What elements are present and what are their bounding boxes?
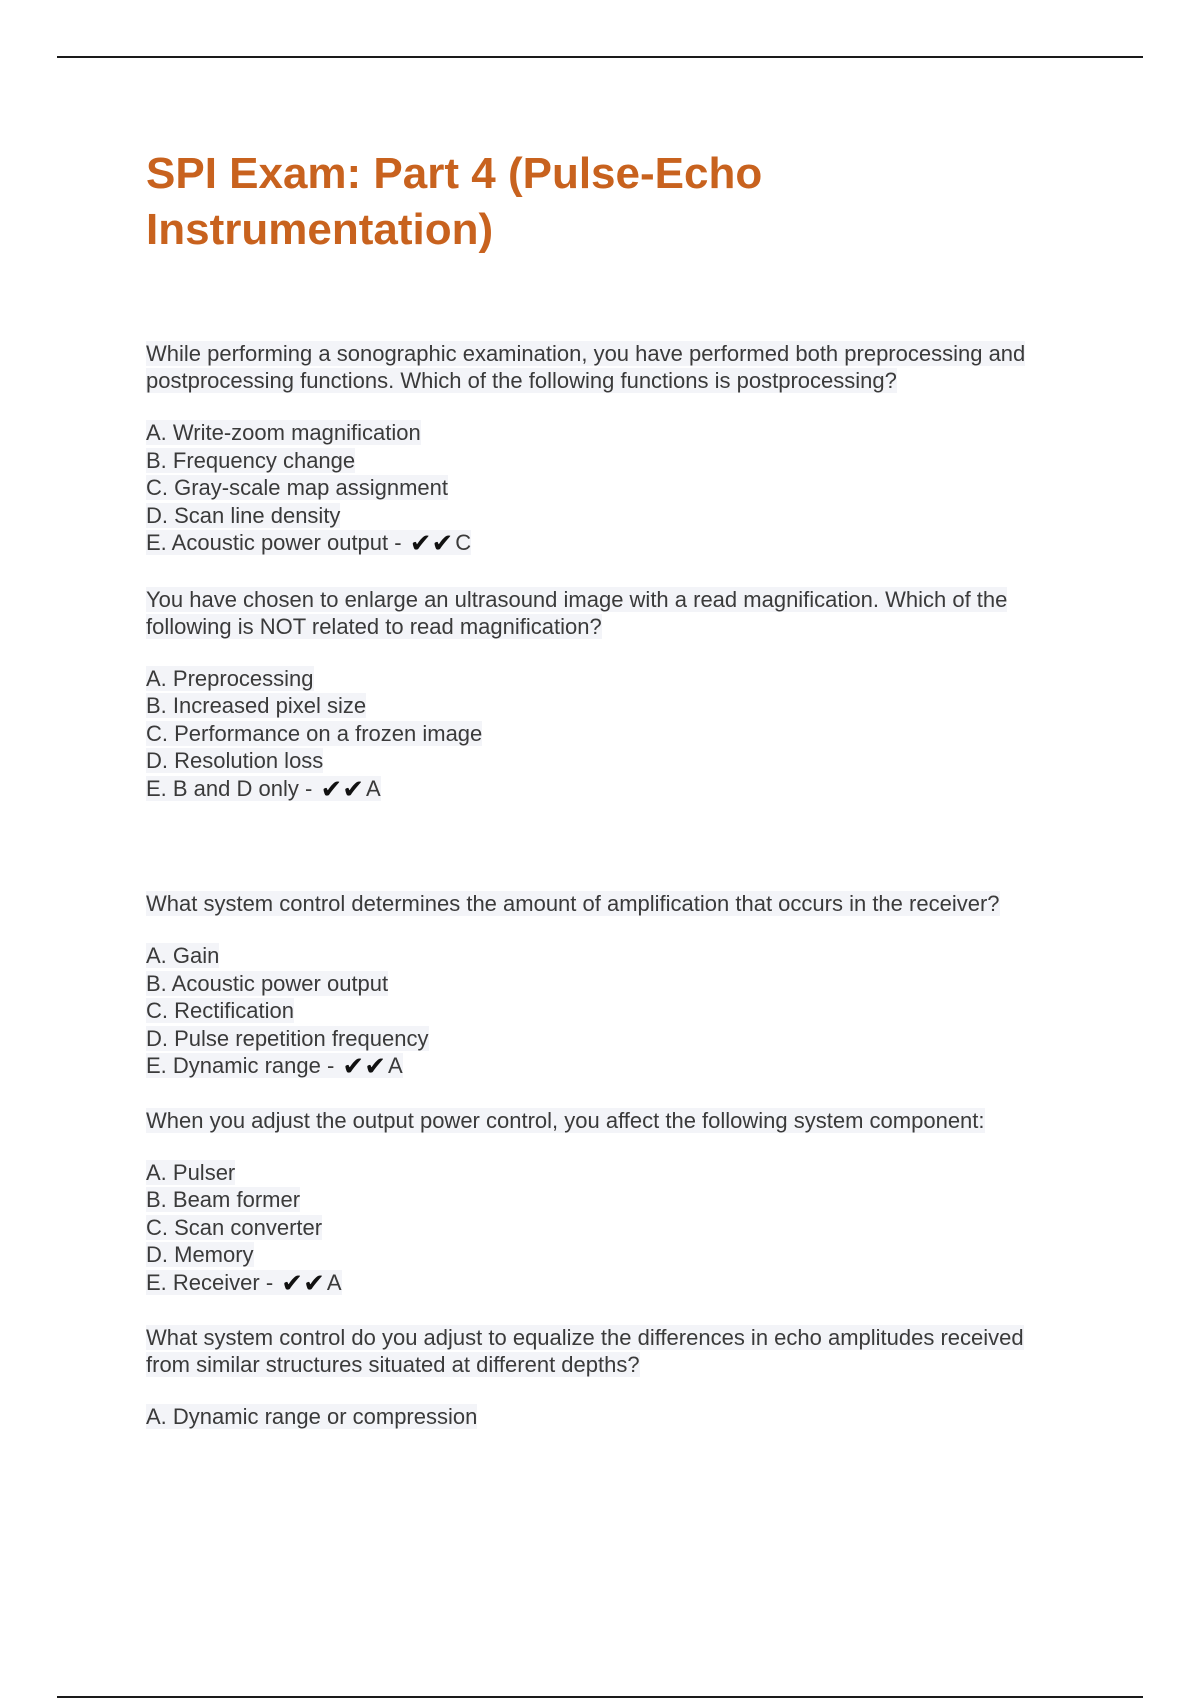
option-a: A. Pulser — [146, 1159, 236, 1185]
option-a: A. Gain — [146, 943, 220, 968]
option-list — [146, 419, 1076, 558]
check-icon: ✔✔ — [281, 1267, 325, 1298]
option-e: E. Receiver - ✔✔A — [146, 1267, 342, 1298]
answer-letter: A — [388, 1053, 403, 1078]
option-d: D. Memory — [146, 1242, 254, 1267]
check-icon: ✔✔ — [409, 528, 454, 558]
title-line-2: Instrumentation) — [146, 205, 494, 254]
question-text: What system control determines the amount of amplification that occurs in the receiver? — [146, 891, 1000, 916]
option-b: B. Increased pixel size — [146, 693, 367, 718]
check-icon: ✔✔ — [320, 773, 365, 804]
option-list — [146, 942, 1106, 1081]
option-e: E. B and D only - ✔✔A — [146, 773, 381, 804]
answer-letter: A — [326, 1269, 342, 1295]
option-list — [146, 1159, 1106, 1298]
check-icon: ✔✔ — [342, 1051, 386, 1081]
title-line-1: SPI Exam: Part 4 (Pulse-Echo — [146, 149, 763, 198]
option-a: A. Write-zoom magnification — [146, 420, 421, 445]
question-block-3 — [146, 890, 1106, 1081]
question-block-4 — [146, 1107, 1106, 1298]
option-b: B. Beam former — [146, 1187, 301, 1212]
answer-letter: C — [455, 530, 472, 555]
question-text: You have chosen to enlarge an ultrasound image with a read magnification. Which of the following is NOT related to read magnification? — [146, 586, 1008, 639]
option-b: B. Frequency change — [146, 447, 356, 473]
option-e: E. Dynamic range - ✔✔A — [146, 1051, 403, 1081]
document-body — [146, 146, 1106, 1431]
question-text: What system control do you adjust to equalize the differences in echo amplitudes received from similar structures situated at different depths? — [146, 1325, 1024, 1377]
option-c: C. Gray-scale map assignment — [146, 475, 448, 500]
question-block-1 — [146, 340, 1076, 558]
option-b: B. Acoustic power output — [146, 970, 389, 996]
answer-letter: A — [366, 775, 381, 801]
question-block-2 — [146, 586, 1076, 804]
option-e: E. Acoustic power output - ✔✔C — [146, 528, 472, 558]
option-d: D. Resolution loss — [146, 748, 324, 773]
option-d: D. Scan line density — [146, 502, 341, 528]
option-d: D. Pulse repetition frequency — [146, 1025, 429, 1051]
page-title — [146, 146, 1106, 258]
option-c: C. Scan converter — [146, 1214, 323, 1240]
question-text: While performing a sonographic examination, you have performed both preprocessing and postprocessing functions. Which of the following functions is postprocessing? — [146, 341, 1026, 393]
question-block-5 — [146, 1324, 1046, 1431]
option-a: A. Preprocessing — [146, 665, 314, 691]
option-list — [146, 1403, 1046, 1431]
option-list — [146, 665, 1076, 804]
option-a: A. Dynamic range or compression — [146, 1404, 478, 1429]
option-c: C. Rectification — [146, 998, 294, 1023]
bottom-rule — [57, 1696, 1143, 1698]
top-rule — [57, 56, 1143, 58]
option-c: C. Performance on a frozen image — [146, 720, 483, 746]
question-text: When you adjust the output power control, you affect the following system component: — [146, 1107, 985, 1133]
